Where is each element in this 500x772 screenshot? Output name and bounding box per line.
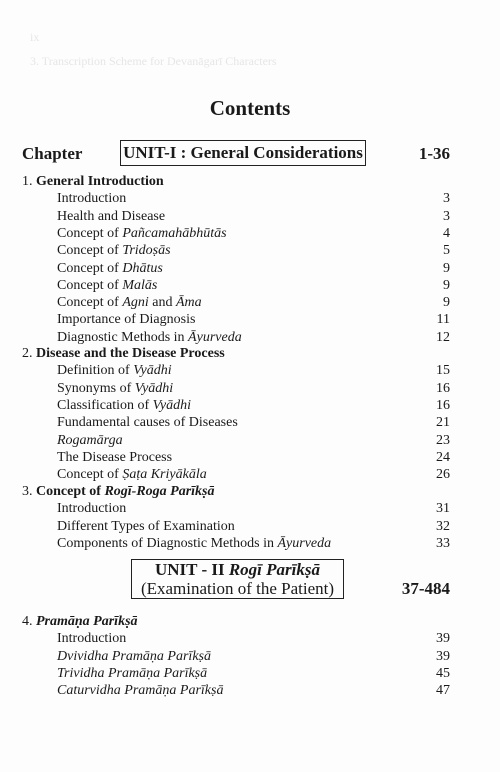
toc-page-number: 24	[436, 450, 450, 465]
chapter-number: 2.	[22, 346, 33, 361]
chapter-title: Concept of	[36, 484, 105, 499]
toc-entry-text: Caturvidha Pramāṇa Parīkṣā	[57, 683, 224, 698]
toc-entry[interactable]	[57, 631, 450, 648]
toc-entry-title	[57, 295, 202, 311]
toc-page-number: 3	[443, 209, 450, 224]
chapter-title-italic: Pramāṇa Parīkṣā	[36, 614, 138, 629]
toc-entry-text: Ṣaṭa Kriyākāla	[122, 467, 207, 482]
toc-entry-title	[57, 649, 211, 665]
unit2-page-range: 37-484	[401, 579, 450, 598]
toc-entry-text: Pañcamahābhūtās	[122, 226, 227, 241]
bleed-through-header: ix	[30, 30, 40, 44]
toc-entry[interactable]	[57, 519, 450, 536]
chapter-heading	[22, 174, 164, 190]
chapter-heading	[22, 614, 138, 630]
toc-page-number: 16	[436, 398, 450, 413]
toc-page-number: 16	[436, 381, 450, 396]
toc-entry[interactable]	[57, 226, 450, 243]
toc-entry-text: Rogamārga	[57, 433, 123, 448]
toc-entry-text: Concept of	[57, 467, 123, 482]
toc-page-number: 33	[436, 536, 450, 551]
toc-entry[interactable]	[57, 415, 450, 432]
chapter-title: Disease and the Disease Process	[36, 346, 225, 361]
toc-entry[interactable]	[57, 398, 450, 415]
toc-entry-text: Dvividha Pramāṇa Parīkṣā	[57, 649, 211, 664]
toc-page-number: 15	[436, 363, 450, 378]
toc-page-number: 9	[443, 261, 450, 276]
chapter-title: General Introduction	[36, 174, 164, 189]
toc-entry-text: Introduction	[57, 631, 127, 646]
toc-entry-text: Concept of	[57, 295, 123, 310]
unit2-title: Rogī Parīkṣā	[228, 560, 320, 579]
toc-entry-title	[57, 666, 207, 682]
toc-entry[interactable]	[57, 312, 450, 329]
toc-entry-text: Fundamental causes of Diseases	[57, 415, 238, 430]
toc-entry-text: Āyurveda	[188, 330, 242, 345]
toc-entry-title	[57, 278, 157, 294]
toc-page-number: 47	[436, 683, 450, 698]
chapter-number: 3.	[22, 484, 33, 499]
toc-entry[interactable]	[57, 433, 450, 450]
toc-entry-text: Diagnostic Methods in	[57, 330, 189, 345]
toc-entry-title	[57, 536, 331, 552]
page-title: Contents	[209, 96, 291, 120]
toc-page-number: 31	[436, 501, 450, 516]
toc-entry-title	[57, 243, 171, 259]
toc-entry-title	[57, 261, 163, 277]
toc-entry-text: Vyādhi	[133, 363, 172, 378]
toc-entry-text: Concept of	[57, 278, 123, 293]
toc-page-number: 23	[436, 433, 450, 448]
toc-entry[interactable]	[57, 536, 450, 553]
toc-entry-title	[57, 415, 238, 431]
toc-entry-title	[57, 398, 191, 414]
unit1-header-row	[22, 140, 450, 166]
toc-entry-text: Āma	[176, 295, 202, 310]
toc-entry[interactable]	[57, 501, 450, 518]
toc-page-number: 39	[436, 649, 450, 664]
toc-page-number: 39	[436, 631, 450, 646]
chapter-heading	[22, 346, 225, 362]
toc-page-number: 45	[436, 666, 450, 681]
toc-entry-text: Concept of	[57, 261, 123, 276]
toc-entry-text: Concept of	[57, 243, 123, 258]
unit1-page-range: 1-36	[418, 144, 450, 163]
toc-entry-title	[57, 381, 173, 397]
toc-page-number: 26	[436, 467, 450, 482]
toc-entry-text: Vyādhi	[134, 381, 174, 396]
unit1-title-box: UNIT-I : General Considerations	[120, 140, 366, 166]
toc-entry-title	[57, 312, 195, 328]
toc-entry-text: Agni	[122, 295, 149, 310]
toc-entry-title	[57, 519, 235, 535]
chapter-title-italic: Rogī-Roga Parīkṣā	[104, 484, 215, 499]
toc-entry-title	[57, 191, 126, 207]
toc-entry[interactable]	[57, 295, 450, 312]
toc-entry-text: Introduction	[57, 191, 127, 206]
toc-entry-text: Vyādhi	[152, 398, 192, 413]
toc-entry-title	[57, 467, 207, 483]
toc-entry-text: Āyurveda	[277, 536, 332, 551]
toc-entry-title	[57, 330, 242, 346]
toc-page-number: 21	[436, 415, 450, 430]
toc-entry[interactable]	[57, 330, 450, 347]
toc-entry-text: Definition of	[57, 363, 134, 378]
bleed-through-text: 3. Transcription Scheme for Devanāgarī Characters	[30, 54, 277, 68]
toc-entry-text: Synonyms of	[57, 381, 135, 396]
toc-entry-text: Components of Diagnostic Methods in	[57, 536, 278, 551]
toc-entry[interactable]	[57, 278, 450, 295]
toc-entry[interactable]	[57, 649, 450, 666]
toc-entry-text: Classification of	[57, 398, 153, 413]
toc-entry-title	[57, 363, 172, 379]
toc-entry-text: The Disease Process	[57, 450, 173, 465]
toc-entry-text: Health and Disease	[57, 209, 166, 224]
toc-entry[interactable]	[57, 666, 450, 683]
toc-page-number: 5	[443, 243, 450, 258]
chapter-column-label: Chapter	[22, 144, 83, 163]
toc-entry-text: Trividha Pramāṇa Parīkṣā	[57, 666, 208, 681]
toc-entry-text: Concept of	[57, 226, 123, 241]
toc-page-number: 4	[443, 226, 450, 241]
toc-entry-title	[57, 209, 165, 225]
unit2-label: UNIT - II	[155, 560, 229, 579]
toc-page-number: 9	[443, 295, 450, 310]
toc-entry[interactable]	[57, 363, 450, 380]
toc-entry[interactable]	[57, 467, 450, 484]
toc-entry-text: Importance of Diagnosis	[57, 312, 196, 327]
toc-entry-text: and	[148, 295, 176, 310]
toc-page-number: 9	[443, 278, 450, 293]
toc-page-number: 32	[436, 519, 450, 534]
toc-entry-title	[57, 450, 172, 466]
toc-page-number: 11	[436, 312, 450, 327]
toc-entry-text: Different Types of Examination	[57, 519, 235, 534]
toc-entry-title	[57, 631, 126, 647]
unit2-subtitle: (Examination of the Patient)	[140, 579, 335, 598]
toc-entry[interactable]	[57, 191, 450, 208]
toc-entry-title	[57, 683, 223, 699]
toc-entry-text: Tridoṣās	[122, 243, 171, 258]
unit2-title-box	[131, 559, 344, 599]
toc-page-number: 3	[443, 191, 450, 206]
toc-entry-text: Dhātus	[122, 261, 163, 276]
toc-entry[interactable]	[57, 209, 450, 226]
toc-entry-text: Malās	[122, 278, 158, 293]
toc-entry-title	[57, 433, 123, 449]
chapter-number: 4.	[22, 614, 33, 629]
toc-entry[interactable]	[57, 243, 450, 260]
toc-entry-text: Introduction	[57, 501, 127, 516]
toc-entry[interactable]	[57, 450, 450, 467]
toc-entry[interactable]	[57, 683, 450, 700]
toc-entry-title	[57, 501, 126, 517]
toc-entry-title	[57, 226, 227, 242]
chapter-heading	[22, 484, 215, 500]
toc-entry[interactable]	[57, 261, 450, 278]
toc-entry[interactable]	[57, 381, 450, 398]
chapter-number: 1.	[22, 174, 33, 189]
toc-page-number: 12	[436, 330, 450, 345]
